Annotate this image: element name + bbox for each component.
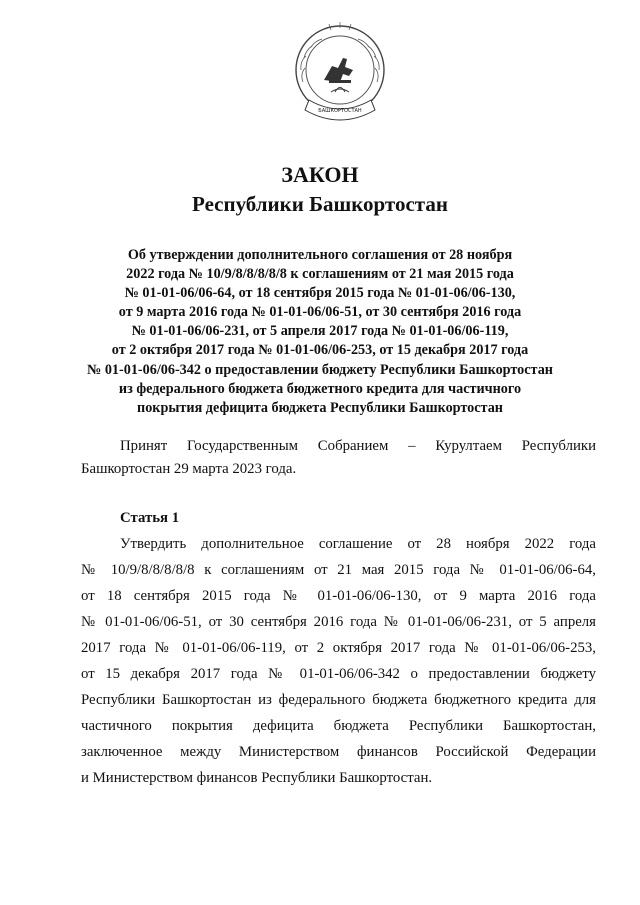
article-line: № 10/9/8/8/8/8/8 к соглашениям от 21 мая 2015 года № 01-01-06/06-64, [81, 562, 596, 578]
adoption-line: Башкортостан 29 марта 2023 года. [81, 461, 297, 477]
article-body [81, 531, 596, 791]
article-heading: Статья 1 [120, 510, 180, 526]
article-line: и Министерством финансов Республики Башкортостан. [81, 770, 433, 786]
subject-line: № 01-01-06/06-342 о предоставлении бюджету Республики Башкортостан [87, 361, 553, 378]
coat-of-arms-icon [291, 20, 389, 128]
subject-line: от 2 октября 2017 года № 01-01-06/06-253, от 15 декабря 2017 года [111, 342, 529, 359]
adoption-note [81, 435, 596, 481]
law-subject [60, 246, 580, 418]
subject-line: Об утверждении дополнительного соглашения от 28 ноября [127, 247, 513, 263]
subject-line: от 9 марта 2016 года № 01-01-06/06-51, от 30 сентября 2016 года [118, 304, 522, 321]
adoption-line: Принят Государственным Собранием – Курултаем Республики [120, 438, 596, 454]
subject-line: № 01-01-06/06-231, от 5 апреля 2017 года № 01-01-06/06-119, [131, 323, 509, 340]
subject-line: из федерального бюджета бюджетного кредита для частичного [118, 380, 522, 397]
page-subtitle: Республики Башкортостан [192, 192, 448, 216]
emblem-ribbon-text: БАШКОРТОСТАН [318, 108, 362, 114]
article-line: частичного покрытия дефицита бюджета Республики Башкортостан, [81, 718, 596, 734]
page-title: ЗАКОН [281, 162, 359, 187]
subject-line: 2022 года № 10/9/8/8/8/8/8 к соглашениям от 21 мая 2015 года [126, 266, 514, 283]
article-line: от 18 сентября 2015 года № 01-01-06/06-130, от 9 марта 2016 года [81, 588, 596, 604]
article-line: Республики Башкортостан из федерального бюджета бюджетного кредита для [81, 692, 596, 708]
article-line: Утвердить дополнительное соглашение от 28 ноября 2022 года [120, 536, 596, 552]
subject-line: № 01-01-06/06-64, от 18 сентября 2015 года № 01-01-06/06-130, [124, 285, 516, 302]
article-line: 2017 года № 01-01-06/06-119, от 2 октября 2017 года № 01-01-06/06-253, [81, 640, 596, 656]
article-line: от 15 декабря 2017 года № 01-01-06/06-342 о предоставлении бюджету [81, 666, 596, 682]
article-line: заключенное между Министерством финансов Российской Федерации [81, 744, 596, 760]
article-line: № 01-01-06/06-51, от 30 сентября 2016 года № 01-01-06/06-231, от 5 апреля [81, 614, 596, 630]
subject-line: покрытия дефицита бюджета Республики Башкортостан [137, 399, 503, 416]
